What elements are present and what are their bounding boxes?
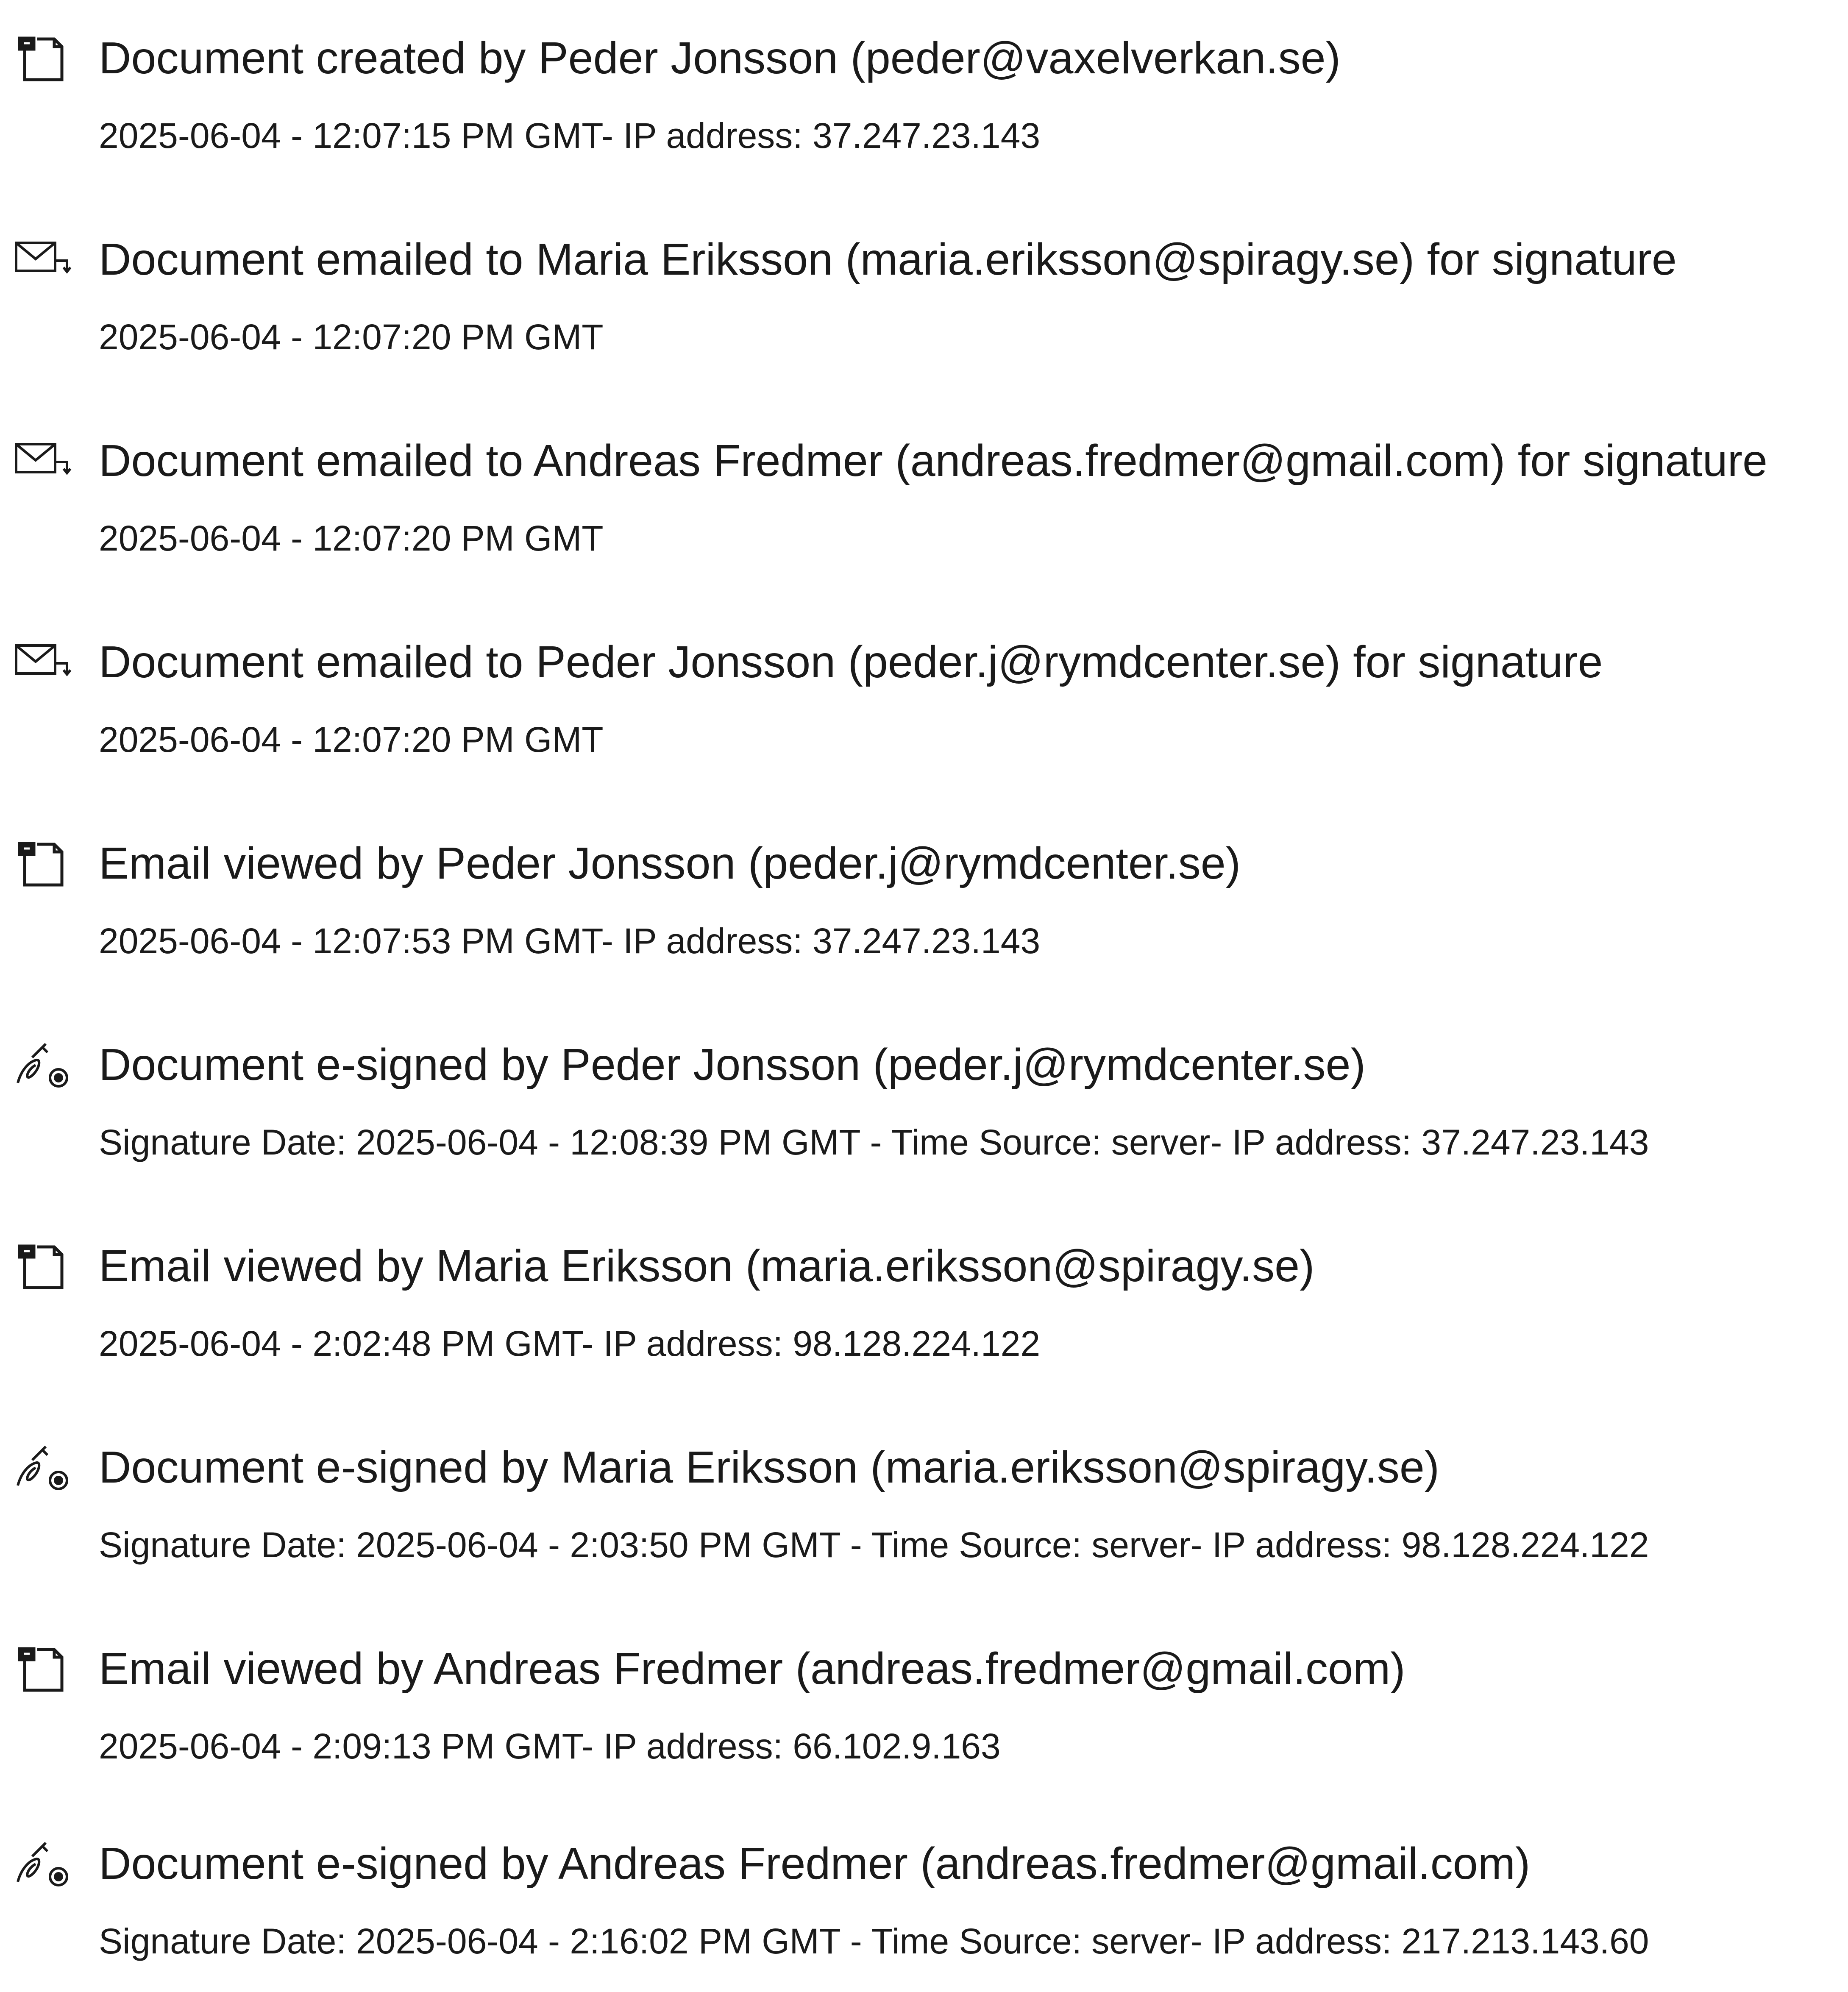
audit-entry-emailed [0, 420, 1848, 589]
e-sign-icon [12, 1839, 75, 1890]
document-created-icon [12, 34, 75, 85]
email-viewed-icon [12, 839, 75, 890]
email-viewed-icon [12, 1242, 75, 1293]
entry-title: Document emailed to Maria Eriksson (maria.eriksson@spiragy.se) for signature [99, 234, 1677, 284]
entry-title: Document e-signed by Maria Eriksson (maria.eriksson@spiragy.se) [99, 1442, 1440, 1492]
entry-detail: Signature Date: 2025-06-04 - 2:16:02 PM GMT - Time Source: server- IP address: 217.213.143.60 [99, 1921, 1649, 1961]
email-sent-icon [12, 235, 75, 286]
e-sign-icon [12, 1443, 75, 1494]
entry-detail: Signature Date: 2025-06-04 - 2:03:50 PM GMT - Time Source: server- IP address: 98.128.224.122 [99, 1525, 1649, 1565]
entry-detail: 2025-06-04 - 12:07:15 PM GMT- IP address: 37.247.23.143 [99, 116, 1041, 156]
entry-detail: Signature Date: 2025-06-04 - 12:08:39 PM GMT - Time Source: server- IP address: 37.247.23.143 [99, 1122, 1649, 1162]
audit-entry-email-viewed [0, 1628, 1848, 1797]
entry-detail: 2025-06-04 - 2:02:48 PM GMT- IP address: 98.128.224.122 [99, 1324, 1041, 1363]
audit-entry-e-signed [0, 1024, 1848, 1193]
audit-entry-email-viewed [0, 1225, 1848, 1394]
email-viewed-icon [12, 1644, 75, 1695]
audit-entry-emailed [0, 621, 1848, 790]
entry-detail: 2025-06-04 - 12:07:20 PM GMT [99, 518, 604, 558]
email-sent-icon [12, 638, 75, 689]
audit-entry-emailed [0, 218, 1848, 388]
entry-detail: 2025-06-04 - 12:07:53 PM GMT- IP address: 37.247.23.143 [99, 921, 1041, 961]
entry-title: Document created by Peder Jonsson (peder@vaxelverkan.se) [99, 33, 1341, 83]
audit-entry-document-created [0, 17, 1848, 186]
entry-title: Email viewed by Maria Eriksson (maria.eriksson@spiragy.se) [99, 1241, 1315, 1291]
entry-title: Document e-signed by Andreas Fredmer (andreas.fredmer@gmail.com) [99, 1839, 1531, 1889]
entry-title: Document emailed to Andreas Fredmer (andreas.fredmer@gmail.com) for signature [99, 436, 1768, 486]
entry-title: Email viewed by Peder Jonsson (peder.j@rymdcenter.se) [99, 838, 1241, 888]
e-sign-icon [12, 1041, 75, 1091]
email-sent-icon [12, 437, 75, 487]
entry-detail: 2025-06-04 - 2:09:13 PM GMT- IP address: 66.102.9.163 [99, 1726, 1001, 1766]
entry-detail: 2025-06-04 - 12:07:20 PM GMT [99, 317, 604, 357]
entry-detail: 2025-06-04 - 12:07:20 PM GMT [99, 720, 604, 760]
entry-title: Document e-signed by Peder Jonsson (peder.j@rymdcenter.se) [99, 1040, 1366, 1090]
audit-entry-e-signed [0, 1822, 1848, 1992]
audit-entry-e-signed [0, 1426, 1848, 1596]
entry-title: Email viewed by Andreas Fredmer (andreas.fredmer@gmail.com) [99, 1644, 1405, 1694]
entry-title: Document emailed to Peder Jonsson (peder.j@rymdcenter.se) for signature [99, 637, 1603, 687]
audit-entry-email-viewed [0, 822, 1848, 992]
